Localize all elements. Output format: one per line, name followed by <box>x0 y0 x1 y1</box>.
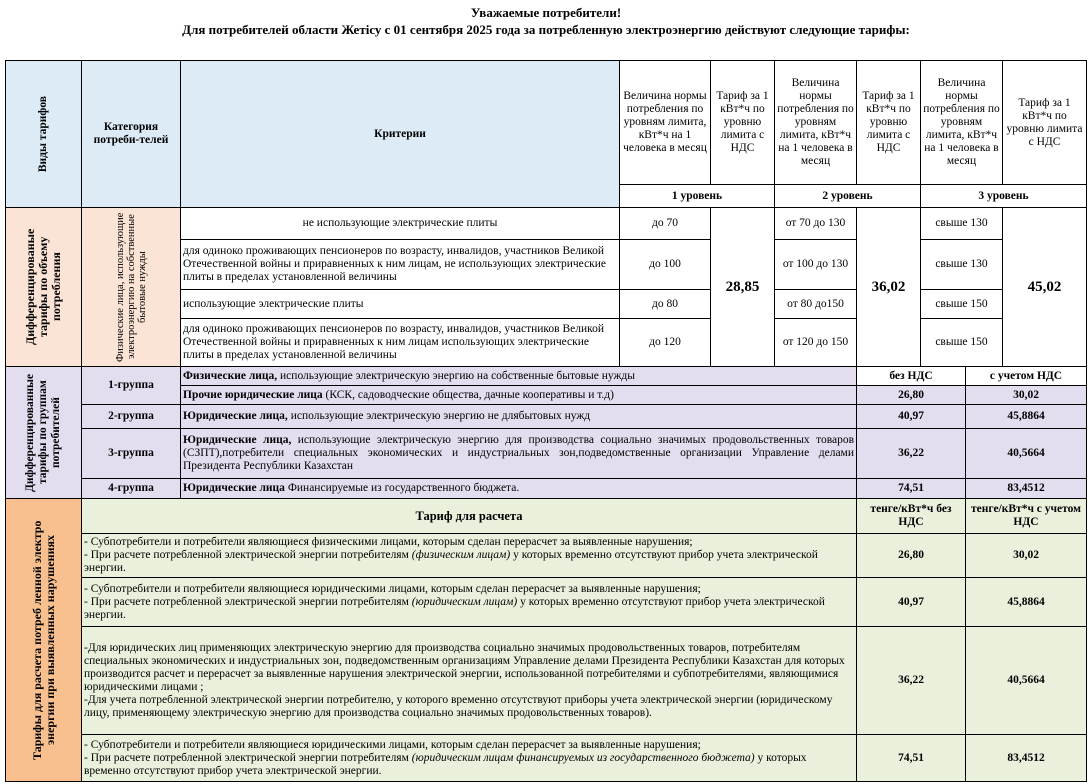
group-3-name: 3-группа <box>81 428 181 479</box>
group-2-vat: 45,8864 <box>965 404 1087 429</box>
group-3-desc-text: использующие электрическую энергию для производства социально значимых продовольственных товаров (СЗПТ),потребители специальных экономических и индустриальных зон,подведомственные организации Управление делами Президента Республики Казахстан <box>183 434 855 472</box>
col-header-category: Категория потреби-телей <box>81 60 181 208</box>
col-header-criteria: Критерии <box>180 60 620 208</box>
section1-type-label: Дифференцированые тарифы по объему потребления <box>23 228 63 346</box>
criteria-row-4: для одиноко проживающих пенсионеров по возрасту, инвалидов, участников Великой Отечественной войны и приравненных к ним лицам использующих электрические плиты в пределах установленной величины <box>180 318 620 367</box>
l3-row-2: свыше 130 <box>920 239 1003 290</box>
tariff-level-3: 45,02 <box>1002 207 1087 367</box>
group-3-desc-bold: Юридические лица, <box>183 434 292 446</box>
section3-type <box>5 498 82 782</box>
group-4-no-vat: 74,51 <box>856 478 966 499</box>
section3-row-3-vat: 40,5664 <box>965 626 1087 735</box>
section3-row-2-line-b-end: у которых временно отсутствуют прибор учета электрической энергии. <box>84 595 825 621</box>
level-2-header: 2 уровень <box>774 184 921 208</box>
group-4-desc <box>180 478 857 499</box>
group-1-no-vat: 26,80 <box>856 385 966 405</box>
tariff-level-1: 28,85 <box>710 207 775 367</box>
l2-row-2: от 100 до 130 <box>774 239 857 290</box>
section3-row-2-desc <box>81 577 857 627</box>
group-1-name: 1-группа <box>81 366 181 405</box>
group-1b-desc-text: (КСК, садоводческие общества, дачные кооперативы и т.д) <box>322 388 614 401</box>
l3-row-3: свыше 150 <box>920 289 1003 319</box>
group-4-vat: 83,4512 <box>965 478 1087 499</box>
group-2-desc-text: использующие электрическую энергию не длябытовых нужд <box>287 410 591 422</box>
section2-type-label: Дифференцированные тарифы по группам потребителей <box>24 373 62 492</box>
section3-type-label: Тарифы для расчета потреб ленной электро энергии при выявленных нарушениях <box>29 520 57 760</box>
group-1-desc-line2 <box>180 385 857 405</box>
col-header-types <box>5 60 82 208</box>
col-header-norm-1: Величина нормы потребления по уровням лимита, кВт*ч на 1 человека в месяц <box>619 60 711 185</box>
group-1-desc-bold: Физические лица, <box>183 369 278 382</box>
section3-row-4-line-a: - Субпотребители и потребители являющиеся юридическими лицами, которым сделан перерасчет за выявленные нарушения; <box>84 738 701 751</box>
group-1b-desc-bold: Прочие юридические лица <box>183 388 323 401</box>
l1-row-3: до 80 <box>619 289 711 319</box>
section3-title: Тариф для расчета <box>81 498 857 534</box>
col-header-types-label: Виды тарифов <box>37 95 49 173</box>
header-subtitle: Для потребителей области Жетісу с 01 сентября 2025 года за потребленную электроэнергию действуют следующие тарифы: <box>182 22 910 37</box>
group-1-vat: 30,02 <box>965 385 1087 405</box>
group-1-desc-text: использующие электрическую энергию на собственные бытовые нужды <box>277 369 635 382</box>
page-header <box>0 4 1092 38</box>
criteria-row-1: не использующие электрические плиты <box>180 207 620 240</box>
section3-row-3-line-a: -Для юридических лиц применяющих электрическую энергию для производства социально значимых продовольственных товаров, потребителям специальных экономических и индустриальных зон, подведомственным организациям Управление делами Президента Республики Казахстан для которых производится расчет и перерасчет за выявленные нарушения электрической энергии, использованной потребителями и субпотребителями, являющимися юридическими лицами ; <box>84 641 845 693</box>
section3-row-1-no-vat: 26,80 <box>856 533 966 578</box>
header-greeting: Уважаемые потребители! <box>470 5 622 20</box>
l3-row-1: свыше 130 <box>920 207 1003 240</box>
section3-head-no-vat: тенге/кВт*ч без НДС <box>856 498 966 534</box>
section3-row-1-italic: (физическим лицам) <box>411 549 511 561</box>
group-3-no-vat: 36,22 <box>856 428 966 479</box>
col-header-norm-2: Величина нормы потребления по уровням лимита, кВт*ч на 1 человека в месяц <box>774 60 857 185</box>
col-header-norm-3: Величина нормы потребления по уровням лимита, кВт*ч на 1 человека в месяц <box>920 60 1003 185</box>
l1-row-2: до 100 <box>619 239 711 290</box>
section3-row-1-line-a: - Субпотребители и потребители являющиеся физическими лицами, которым сделан перерасчет за выявленные нарушения; <box>84 536 693 548</box>
section3-row-1-desc <box>81 533 857 578</box>
group-2-name: 2-группа <box>81 404 181 429</box>
col-header-tariff-1: Тариф за 1 кВт*ч по уровню лимита с НДС <box>710 60 775 185</box>
group-1-desc-line1 <box>180 366 857 386</box>
section3-row-1-line-b-end: у которых временно отсутствуют прибор учета электрической энергии. <box>84 549 818 574</box>
l1-row-1: до 70 <box>619 207 711 240</box>
section1-category <box>81 207 181 367</box>
group-2-desc <box>180 404 857 429</box>
criteria-row-3: использующие электрические плиты <box>180 289 620 319</box>
group-head-vat: с учетом НДС <box>965 366 1087 386</box>
group-4-desc-bold: Юридические лица <box>183 482 285 494</box>
section3-row-3-line-b: -Для учета потребленной электрической энергии потребителю, у которого временно отсутствуют приборы учета электрической энергии (юридическому лицу, применяющему электрическую энергию для производства социально значимых продовольственных товаров). <box>84 693 833 719</box>
criteria-row-2: для одиноко проживающих пенсионеров по возрасту, инвалидов, участников Великой Отечественной войны и приравненных к ним лицам, не использующих электрические плиты в пределах установленной величины <box>180 239 620 290</box>
level-1-header: 1 уровень <box>619 184 775 208</box>
l2-row-1: от 70 до 130 <box>774 207 857 240</box>
level-3-header: 3 уровень <box>920 184 1087 208</box>
section3-row-3-no-vat: 36,22 <box>856 626 966 735</box>
l3-row-4: свыше 150 <box>920 318 1003 367</box>
section1-type <box>5 207 82 367</box>
l2-row-3: от 80 до150 <box>774 289 857 319</box>
col-header-tariff-3: Тариф за 1 кВт*ч по уровню лимита с НДС <box>1002 60 1087 185</box>
col-header-tariff-2: Тариф за 1 кВт*ч по уровню лимита с НДС <box>856 60 921 185</box>
section3-row-4-desc <box>81 734 857 782</box>
section1-category-label: Физические лица, использующие электроэнергию на собственные бытовые нужды <box>114 212 148 362</box>
group-2-desc-bold: Юридические лица, <box>183 410 288 422</box>
group-4-desc-text: Финансируемые из государственного бюджета. <box>284 482 520 494</box>
section3-row-2-no-vat: 40,97 <box>856 577 966 627</box>
section3-row-2-line-b: - При расчете потребленной электрической энергии потребителям <box>84 595 412 608</box>
section3-row-4-vat: 83,4512 <box>965 734 1087 782</box>
section3-row-4-italic: (юридическим лицам финансируемых из государственного бюджета) <box>411 751 755 764</box>
tariff-level-2: 36,02 <box>856 207 921 367</box>
l2-row-4: от 120 до 150 <box>774 318 857 367</box>
group-3-vat: 40,5664 <box>965 428 1087 479</box>
group-2-no-vat: 40,97 <box>856 404 966 429</box>
group-4-name: 4-группа <box>81 478 181 499</box>
group-head-no-vat: без НДС <box>856 366 966 386</box>
section3-row-4-line-b-end: у которых временно отсутствуют прибор учета электрической энергии. <box>84 751 807 777</box>
section3-head-vat: тенге/кВт*ч с учетом НДС <box>965 498 1087 534</box>
l1-row-4: до 120 <box>619 318 711 367</box>
section3-row-2-vat: 45,8864 <box>965 577 1087 627</box>
section3-row-1-vat: 30,02 <box>965 533 1087 578</box>
section3-row-2-line-a: - Субпотребители и потребители являющиеся юридическими лицами, которым сделан перерасчет за выявленные нарушения; <box>84 582 701 595</box>
section3-row-3-desc <box>81 626 857 735</box>
section3-row-4-no-vat: 74,51 <box>856 734 966 782</box>
section3-row-1-line-b: - При расчете потребленной электрической энергии потребителям <box>84 549 412 561</box>
group-3-desc <box>180 428 857 479</box>
section3-row-2-italic: (юридическим лицам) <box>411 595 518 608</box>
section3-row-4-line-b: - При расчете потребленной электрической энергии потребителям <box>84 751 412 764</box>
section2-type <box>5 366 82 499</box>
